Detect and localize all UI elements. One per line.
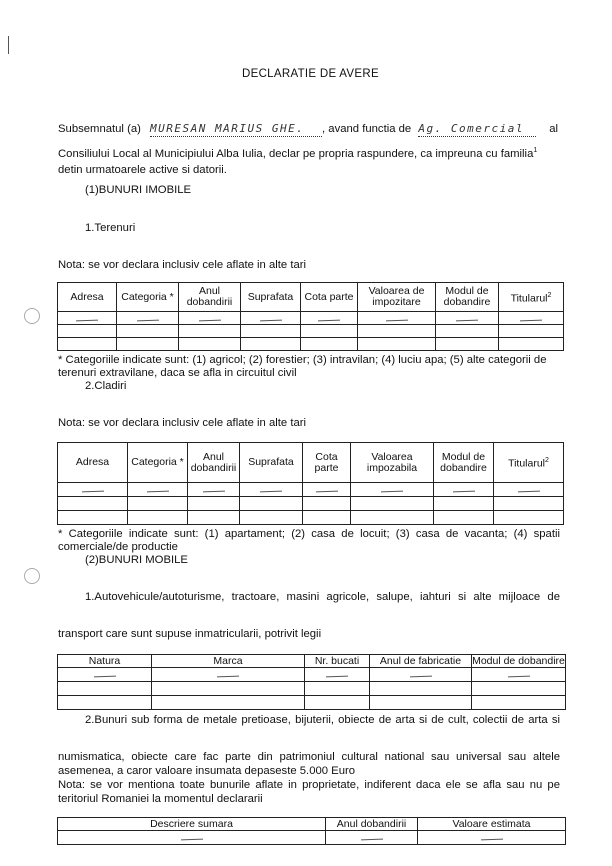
cladiri-categories-note-2: comerciale/de productie bbox=[58, 541, 178, 553]
col-valoarea-impozabila: Valoarea impozabila bbox=[351, 443, 434, 483]
nota-terenuri: Nota: se vor declara inclusiv cele aflate in alte tari bbox=[58, 259, 307, 271]
table-row bbox=[58, 325, 564, 338]
strike-mark bbox=[520, 319, 542, 321]
col-anul-dobandirii: Anul dobandirii bbox=[188, 443, 240, 483]
strike-mark bbox=[259, 319, 281, 321]
col-adresa: Adresa bbox=[58, 443, 128, 483]
intro-line-2-text: Consiliului Local al Municipiului Alba Iulia, declar pe propria raspundere, ca impreuna cu familia bbox=[58, 147, 534, 160]
section-bunuri-mobile: (2)BUNURI MOBILE bbox=[85, 554, 188, 566]
empty-cell bbox=[58, 312, 117, 325]
intro-line-2 bbox=[58, 144, 537, 161]
strike-mark bbox=[81, 491, 103, 493]
col-valoarea-impozitare: Valoarea de impozitare bbox=[358, 283, 436, 312]
strike-mark bbox=[409, 676, 431, 678]
intro-line-1 bbox=[58, 122, 558, 137]
empty-cell bbox=[305, 668, 370, 682]
table-row bbox=[58, 831, 566, 845]
empty-cell bbox=[358, 312, 436, 325]
col-marca: Marca bbox=[152, 655, 305, 668]
table-row bbox=[58, 338, 564, 351]
col-adresa: Adresa bbox=[58, 283, 117, 312]
declarant-function-field: Ag. Comercial bbox=[418, 122, 536, 137]
table-metale-pretioase bbox=[57, 817, 566, 845]
table-header-row bbox=[58, 655, 566, 668]
col-categoria: Categoria * bbox=[128, 443, 188, 483]
col-anul-dobandirii: Anul dobandirii bbox=[326, 818, 418, 831]
section-terenuri: 1.Terenuri bbox=[85, 222, 136, 234]
table-row bbox=[58, 312, 564, 325]
table-header-row bbox=[58, 283, 564, 312]
col-cota-parte: Cota parte bbox=[303, 443, 351, 483]
empty-cell bbox=[351, 483, 434, 497]
table-header-row bbox=[58, 443, 564, 483]
strike-mark bbox=[76, 319, 98, 321]
col-titularul bbox=[494, 443, 564, 483]
col-descriere-sumara: Descriere sumara bbox=[58, 818, 326, 831]
empty-cell bbox=[188, 483, 240, 497]
binder-hole-bottom bbox=[24, 568, 40, 584]
strike-mark bbox=[315, 491, 337, 493]
terenuri-categories-note-2: terenuri extravilane, daca se afla in circuitul civil bbox=[58, 367, 297, 379]
table-row bbox=[58, 511, 564, 525]
footnote-mark-2: 2 bbox=[545, 457, 549, 465]
empty-cell bbox=[241, 312, 301, 325]
col-titularul bbox=[499, 283, 564, 312]
intro-functia-label: , avand functia de bbox=[322, 123, 412, 135]
strike-mark bbox=[260, 491, 282, 493]
empty-cell bbox=[418, 831, 566, 845]
section-bunuri-imobile: (1)BUNURI IMOBILE bbox=[85, 184, 192, 196]
metale-nota-line-2: teritoriul Romaniei la momentul declararii bbox=[58, 793, 263, 805]
section-cladiri: 2.Cladiri bbox=[85, 380, 127, 392]
empty-cell bbox=[128, 483, 188, 497]
table-row bbox=[58, 682, 566, 696]
table-row bbox=[58, 483, 564, 497]
strike-mark bbox=[507, 676, 529, 678]
table-header-row bbox=[58, 818, 566, 831]
col-natura: Natura bbox=[58, 655, 152, 668]
strike-mark bbox=[517, 491, 539, 493]
empty-cell bbox=[301, 312, 358, 325]
empty-cell bbox=[434, 483, 494, 497]
empty-cell bbox=[240, 483, 303, 497]
document-title: DECLARATIE DE AVERE bbox=[242, 68, 379, 80]
table-row bbox=[58, 497, 564, 511]
table-terenuri bbox=[57, 282, 564, 351]
col-titularul-label: Titularul bbox=[510, 292, 548, 305]
col-anul-fabricatie: Anul de fabricatie bbox=[370, 655, 472, 668]
col-categoria: Categoria * bbox=[117, 283, 179, 312]
strike-mark bbox=[452, 491, 474, 493]
intro-al-label: al bbox=[549, 123, 558, 135]
footnote-mark-1: 1 bbox=[533, 147, 538, 154]
col-titularul-label: Titularul bbox=[508, 457, 546, 470]
col-nr-bucati: Nr. bucati bbox=[305, 655, 370, 668]
strike-mark bbox=[381, 491, 403, 493]
col-modul-dobandire: Modul de dobandire bbox=[436, 283, 499, 312]
empty-cell bbox=[326, 831, 418, 845]
strike-mark bbox=[360, 839, 382, 841]
binder-hole-top bbox=[24, 308, 40, 324]
table-row bbox=[58, 668, 566, 682]
empty-cell bbox=[436, 312, 499, 325]
intro-subsemnatul-label: Subsemnatul (a) bbox=[58, 123, 141, 135]
col-valoare-estimata: Valoare estimata bbox=[418, 818, 566, 831]
footnote-mark-2: 2 bbox=[547, 291, 552, 299]
col-modul-dobandire: Modul de dobandire bbox=[434, 443, 494, 483]
auto-description-line-1: 1.Autovehicule/autoturisme, tractoare, masini agricole, salupe, iahturi si alte mijloace de bbox=[85, 591, 560, 603]
table-cladiri bbox=[57, 442, 564, 525]
intro-line-3: detin urmatoarele active si datorii. bbox=[58, 164, 227, 176]
empty-cell bbox=[58, 668, 152, 682]
col-suprafata: Suprafata bbox=[240, 443, 303, 483]
strike-mark bbox=[146, 491, 168, 493]
strike-mark bbox=[202, 491, 224, 493]
table-row bbox=[58, 696, 566, 710]
metale-description-line-1: 2.Bunuri sub forma de metale pretioase, bijuterii, obiecte de arta si de cult, colectii de arta si bbox=[85, 714, 560, 726]
empty-cell bbox=[152, 668, 305, 682]
declarant-name-field: MURESAN MARIUS GHE. bbox=[150, 122, 322, 137]
strike-mark bbox=[93, 676, 115, 678]
metale-description-line-3: asemenea, a caror valoare insumata depaseste 5.000 Euro bbox=[58, 765, 356, 777]
empty-cell bbox=[58, 483, 128, 497]
strike-mark bbox=[318, 319, 340, 321]
margin-mark bbox=[8, 36, 9, 54]
cladiri-categories-note-1: * Categoriile indicate sunt: (1) apartament; (2) casa de locuit; (3) casa de vacanta; (4) spatii bbox=[58, 528, 560, 540]
empty-cell bbox=[472, 668, 566, 682]
strike-mark bbox=[136, 319, 158, 321]
empty-cell bbox=[179, 312, 241, 325]
empty-cell bbox=[499, 312, 564, 325]
empty-cell bbox=[494, 483, 564, 497]
strike-mark bbox=[180, 839, 202, 841]
empty-cell bbox=[370, 668, 472, 682]
strike-mark bbox=[456, 319, 478, 321]
empty-cell bbox=[58, 831, 326, 845]
metale-nota-line-1: Nota: se vor mentiona toate bunurile aflate in proprietate, indiferent daca ele se afla sau nu pe bbox=[58, 779, 560, 791]
nota-cladiri: Nota: se vor declara inclusiv cele aflate in alte tari bbox=[58, 417, 307, 429]
col-anul-dobandirii: Anul dobandirii bbox=[179, 283, 241, 312]
col-cota-parte: Cota parte bbox=[301, 283, 358, 312]
table-autovehicule bbox=[57, 654, 566, 710]
col-modul-dobandire: Modul de dobandire bbox=[472, 654, 565, 667]
strike-mark bbox=[198, 319, 220, 321]
empty-cell bbox=[117, 312, 179, 325]
strike-mark bbox=[385, 319, 407, 321]
terenuri-categories-note-1: * Categoriile indicate sunt: (1) agricol; (2) forestier; (3) intravilan; (4) luciu apa; (5) alte categorii de bbox=[58, 354, 547, 366]
auto-description-line-2: transport care sunt supuse inmatricularii, potrivit legii bbox=[58, 628, 322, 640]
strike-mark bbox=[217, 676, 239, 678]
strike-mark bbox=[326, 676, 348, 678]
metale-description-line-2: numismatica, obiecte care fac parte din patrimoniul cultural national sau universal sau altele bbox=[58, 751, 560, 763]
strike-mark bbox=[480, 839, 502, 841]
col-suprafata: Suprafata bbox=[241, 283, 301, 312]
empty-cell bbox=[303, 483, 351, 497]
